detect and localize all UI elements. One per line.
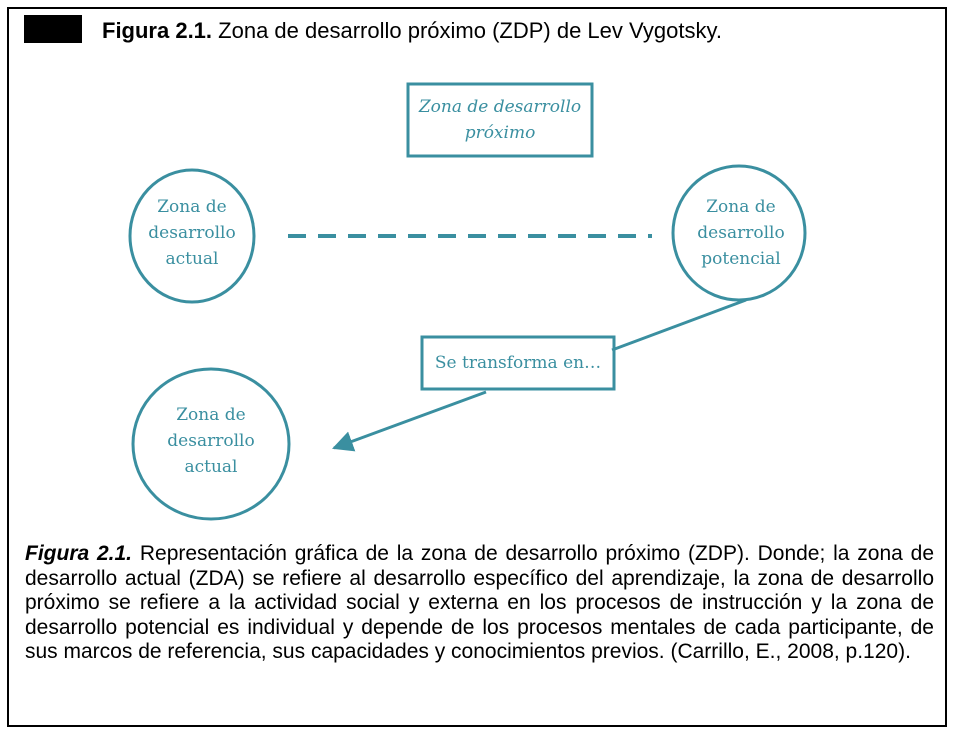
figure-description-text: Representación gráfica de la zona de desarrollo próximo (ZDP). Donde; la zona de desarrollo actual (ZDA) se refiere al desarrollo específico del aprendizaje, la zona de desarrollo próximo se refiere a la actividad social y externa en los procesos de instrucción y la zona de desarrollo potencial es individual y depende de los procesos mentales de cada participante, de sus marcos de referencia, sus capacidades y conocimientos previos. (Carrillo, E., 2008, p.120). <box>25 542 935 663</box>
transform-arrow <box>334 392 486 448</box>
zda-bottom-line1: Zona de <box>176 405 246 425</box>
zdp-box-line1: Zona de desarrollo <box>418 97 582 117</box>
figure-description-label: Figura 2.1. <box>25 542 133 565</box>
zda-top-line3: actual <box>165 249 219 269</box>
figure-title-text: Zona de desarrollo próximo (ZDP) de Lev Vygotsky. <box>218 18 722 43</box>
zdp-box-line2: próximo <box>464 123 536 143</box>
zda-bottom-line3: actual <box>184 457 238 477</box>
zdpot-line3: potencial <box>701 249 781 269</box>
zda-top-line2: desarrollo <box>148 223 236 243</box>
figure-title-label: Figura 2.1. <box>102 18 213 43</box>
zdp-box <box>408 84 592 156</box>
potencial-to-transform-line <box>612 300 746 350</box>
zda-top-line1: Zona de <box>157 197 227 217</box>
zda-bottom-line2: desarrollo <box>167 431 255 451</box>
zdpot-line2: desarrollo <box>697 223 785 243</box>
zdpot-line1: Zona de <box>706 197 776 217</box>
transform-box-label: Se transforma en… <box>434 353 602 373</box>
